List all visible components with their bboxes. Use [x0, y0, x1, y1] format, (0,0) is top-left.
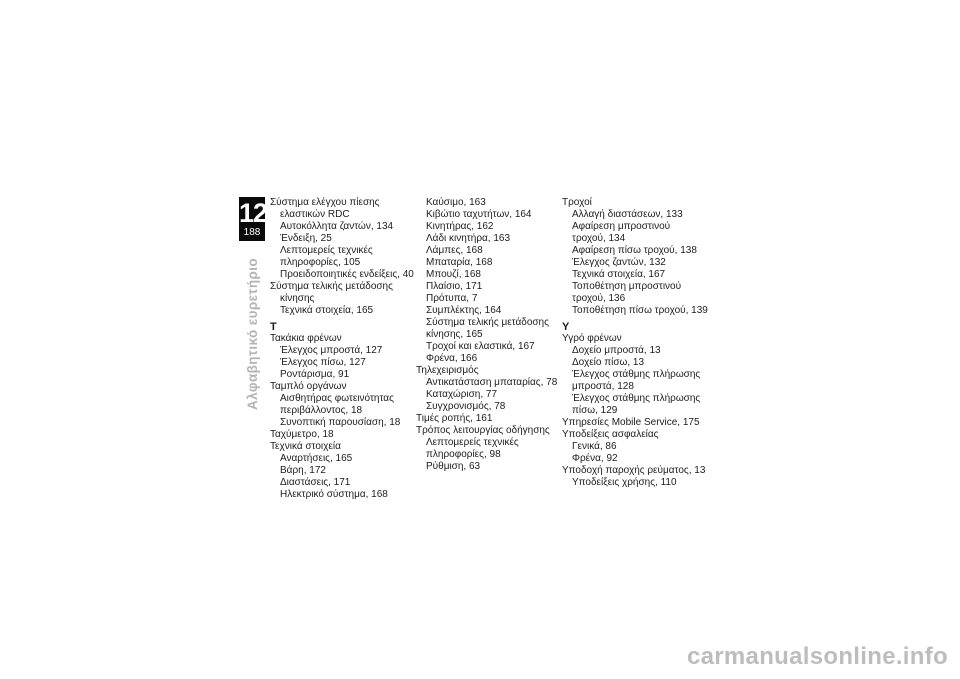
- index-subentry: Συγχρονισμός, 78: [426, 401, 506, 412]
- index-subentry: Προειδοποιητικές ενδείξεις, 40: [280, 269, 414, 280]
- index-entry: Υπηρεσίες Mobile Service, 175: [562, 417, 700, 428]
- index-entry: Τηλεχειρισμός: [416, 365, 479, 376]
- index-subentry: Τεχνικά στοιχεία, 165: [280, 305, 374, 316]
- index-subentry: Τεχνικά στοιχεία, 167: [572, 269, 666, 280]
- index-subentry: Ηλεκτρικό σύστημα, 168: [280, 489, 388, 500]
- index-subentry: κίνησης, 165: [426, 329, 483, 340]
- index-subentry: Δοχείο πίσω, 13: [572, 357, 645, 368]
- index-subentry: Αφαίρεση πίσω τροχού, 138: [572, 245, 697, 256]
- index-subentry: Λάμπες, 168: [426, 245, 483, 256]
- index-subentry: μπροστά, 128: [572, 381, 634, 392]
- index-subentry: Μπουζί, 168: [426, 269, 481, 280]
- index-subentry: Τροχοί και ελαστικά, 167: [426, 341, 535, 352]
- chapter-tab: [239, 197, 268, 241]
- index-subentry: Πλαίσιο, 171: [426, 281, 483, 292]
- index-column-2: [416, 197, 556, 473]
- index-subentry: Καύσιμο, 163: [426, 197, 486, 208]
- index-subentry: Βάρη, 172: [280, 465, 326, 476]
- index-entry: Τακάκια φρένων: [270, 333, 342, 344]
- index-subentry: Φρένα, 166: [426, 353, 478, 364]
- index-entry: Υποδοχή παροχής ρεύματος, 13: [562, 465, 706, 476]
- index-subentry: πίσω, 129: [572, 405, 618, 416]
- index-subentry: Κιβώτιο ταχυτήτων, 164: [426, 209, 532, 220]
- index-subentry: Καταχώριση, 77: [426, 389, 498, 400]
- index-entry: Τροχοί: [562, 197, 592, 208]
- index-subentry: Έλεγχος πίσω, 127: [280, 357, 366, 368]
- index-subentry: Αισθητήρας φωτεινότητας: [280, 393, 394, 404]
- index-entry: Υποδείξεις ασφαλείας: [562, 429, 659, 440]
- index-subentry: Αυτοκόλλητα ζαντών, 134: [280, 221, 394, 232]
- index-subentry: πληροφορίες, 105: [280, 257, 361, 268]
- index-subentry: Τοποθέτηση πίσω τροχού, 139: [572, 305, 708, 316]
- index-subentry: Αφαίρεση μπροστινού: [572, 221, 671, 232]
- index-subentry: Γενικά, 86: [572, 441, 617, 452]
- index-entry: Υγρό φρένων: [562, 333, 622, 344]
- index-subentry: Αλλαγή διαστάσεων, 133: [572, 209, 683, 220]
- index-subentry: πληροφορίες, 98: [426, 449, 501, 460]
- index-subentry: Υποδείξεις χρήσης, 110: [572, 477, 677, 488]
- page-number: 188: [243, 227, 261, 238]
- index-subentry: Αντικατάσταση μπαταρίας, 78: [426, 377, 558, 388]
- index-subentry: ελαστικών RDC: [280, 209, 350, 220]
- index-subentry: Φρένα, 92: [572, 453, 618, 464]
- index-entry: Τεχνικά στοιχεία: [270, 441, 341, 452]
- index-subentry: Λεπτομερείς τεχνικές: [280, 245, 373, 256]
- index-entry: Τρόπος λειτουργίας οδήγησης: [416, 425, 550, 436]
- index-subentry: περιβάλλοντος, 18: [280, 405, 363, 416]
- index-subentry: Λεπτομερείς τεχνικές: [426, 437, 519, 448]
- index-subentry: Διαστάσεις, 171: [280, 477, 351, 488]
- index-subentry: Τοποθέτηση μπροστινού: [572, 281, 682, 292]
- index-column-1: [270, 197, 414, 501]
- index-entry: Ταχύμετρο, 18: [270, 429, 334, 440]
- index-subentry: Κινητήρας, 162: [426, 221, 494, 232]
- index-entry: Τιμές ροπής, 161: [416, 413, 493, 424]
- section-title: Αλφαβητικό ευρετήριο: [245, 257, 260, 410]
- index-subentry: Συνοπτική παρουσίαση, 18: [280, 417, 401, 428]
- index-subentry: τροχού, 136: [572, 293, 626, 304]
- index-subentry: Έλεγχος στάθμης πλήρωσης: [572, 369, 701, 380]
- index-subentry: Μπαταρία, 168: [426, 257, 493, 268]
- index-subentry: Ροντάρισμα, 91: [280, 369, 350, 380]
- chapter-number: 12: [239, 198, 268, 228]
- index-column-3: [562, 197, 708, 489]
- index-subentry: Έλεγχος μπροστά, 127: [280, 345, 383, 356]
- index-subentry: Αναρτήσεις, 165: [280, 453, 353, 464]
- index-subentry: τροχού, 134: [572, 233, 626, 244]
- index-entry: Σύστημα τελικής μετάδοσης: [270, 281, 393, 292]
- index-subentry: Συμπλέκτης, 164: [426, 305, 502, 316]
- index-subentry: Έλεγχος στάθμης πλήρωσης: [572, 393, 701, 404]
- index-entry: Ταμπλό οργάνων: [270, 381, 347, 392]
- index-subentry: Λάδι κινητήρα, 163: [426, 233, 511, 244]
- index-letter-heading: Τ: [270, 321, 277, 333]
- watermark: carmanualsonline.info: [686, 643, 948, 670]
- index-subentry: Δοχείο μπροστά, 13: [572, 345, 661, 356]
- index-entry: Σύστημα ελέγχου πίεσης: [270, 197, 380, 208]
- index-subentry: Πρότυπα, 7: [426, 293, 478, 304]
- index-subentry: Ρύθμιση, 63: [426, 461, 481, 472]
- index-subentry: κίνησης: [280, 293, 315, 304]
- index-letter-heading: Υ: [562, 321, 570, 333]
- index-subentry: Ένδειξη, 25: [280, 233, 332, 244]
- index-subentry: Έλεγχος ζαντών, 132: [572, 257, 666, 268]
- index-subentry: Σύστημα τελικής μετάδοσης: [426, 317, 549, 328]
